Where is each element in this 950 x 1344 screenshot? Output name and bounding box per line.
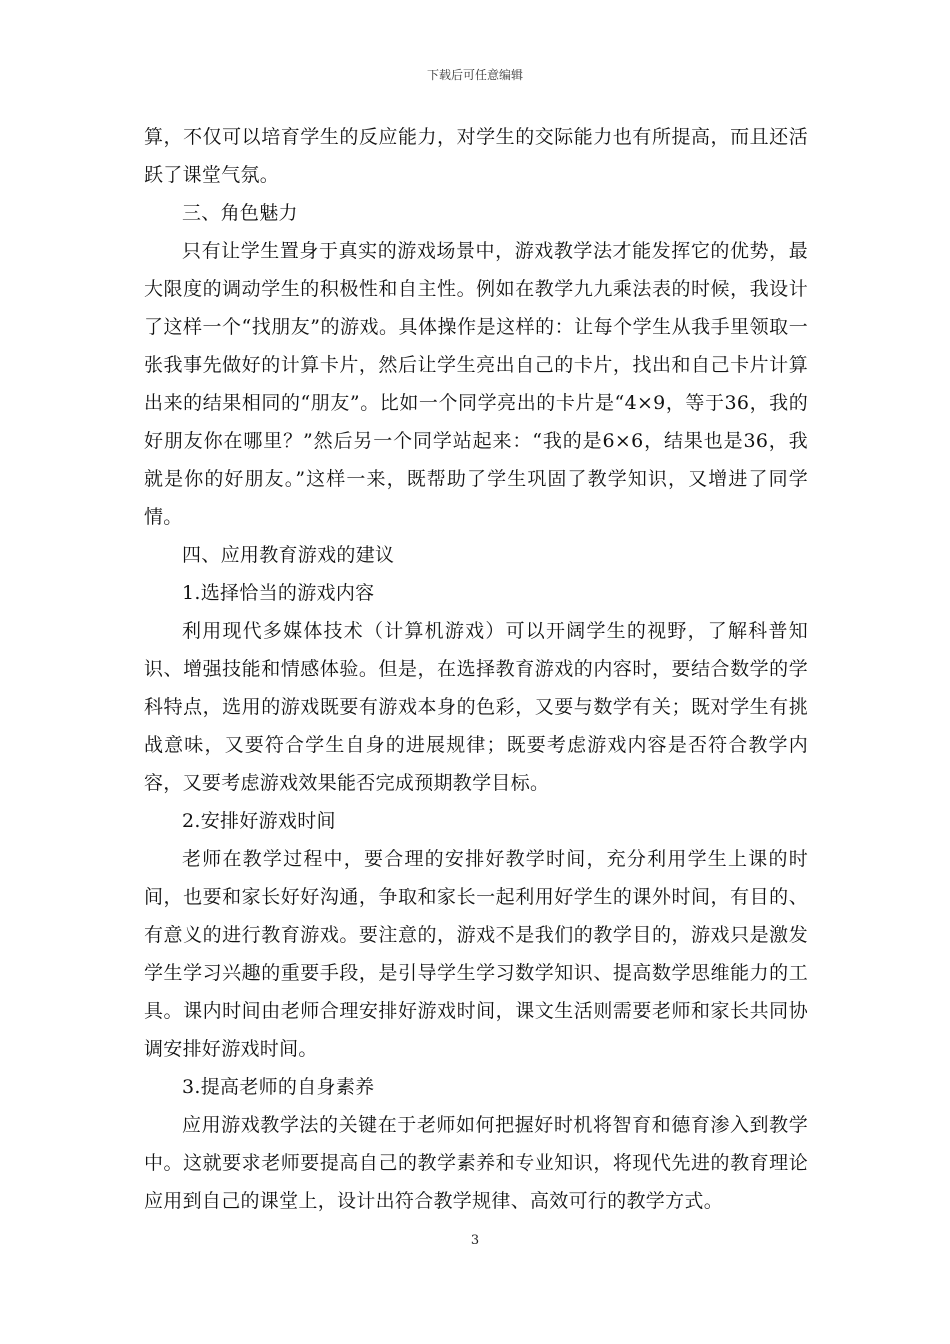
page-number: 3 [470,1233,480,1248]
header-note: 下载后可任意编辑 [426,68,523,82]
paragraph-game-time: 老师在教学过程中，要合理的安排好教学时间，充分利用学生上课的时间，也要和家长好好沟通，争取和家长一起利用好学生的课外时间，有目的、有意义的进行教育游戏。要注意的，游戏不是我们的教学目的，游戏只是激发学生学习兴趣的重要手段，是引导学生学习数学知识、提高数学思维能力的工具。课内时间由老师合理安排好游戏时间，课文生活则需要老师和家长共同协调安排好游戏时间。 [144,848,808,1060]
section-heading-role-charm: 三、角色魅力 [182,202,298,224]
subheading-game-content: 1.选择恰当的游戏内容 [182,582,375,604]
paragraph-teacher-quality: 应用游戏教学法的关键在于老师如何把握好时机将智育和德育渗入到教学中。这就要求老师要提高自己的教学素养和专业知识，将现代先进的教育理论应用到自己的课堂上，设计出符合教学规律、高效可行的教学方式。 [144,1114,808,1212]
document-body [144,118,808,1220]
subheading-teacher-quality: 3.提高老师的自身素养 [182,1076,375,1098]
subheading-game-time: 2.安排好游戏时间 [182,810,336,832]
paragraph-continuation: 算，不仅可以培育学生的反应能力，对学生的交际能力也有所提高，而且还活跃了课堂气氛。 [144,126,808,186]
section-heading-suggestions: 四、应用教育游戏的建议 [182,544,395,566]
paragraph-game-content: 利用现代多媒体技术（计算机游戏）可以开阔学生的视野，了解科普知识、增强技能和情感体验。但是，在选择教育游戏的内容时，要结合数学的学科特点，选用的游戏既要有游戏本身的色彩，又要与数学有关；既对学生有挑战意味，又要符合学生自身的进展规律；既要考虑游戏内容是否符合教学内容，又要考虑游戏效果能否完成预期教学目标。 [144,620,808,794]
paragraph-role-charm: 只有让学生置身于真实的游戏场景中，游戏教学法才能发挥它的优势，最大限度的调动学生的积极性和自主性。例如在教学九九乘法表的时候，我设计了这样一个“找朋友”的游戏。具体操作是这样的：让每个学生从我手里领取一张我事先做好的计算卡片，然后让学生亮出自己的卡片，找出和自己卡片计算出来的结果相同的“朋友”。比如一个同学亮出的卡片是“4×9，等于36，我的好朋友你在哪里？”然后另一个同学站起来：“我的是6×6，结果也是36，我就是你的好朋友。”这样一来，既帮助了学生巩固了教学知识，又增进了同学情。 [144,240,808,528]
